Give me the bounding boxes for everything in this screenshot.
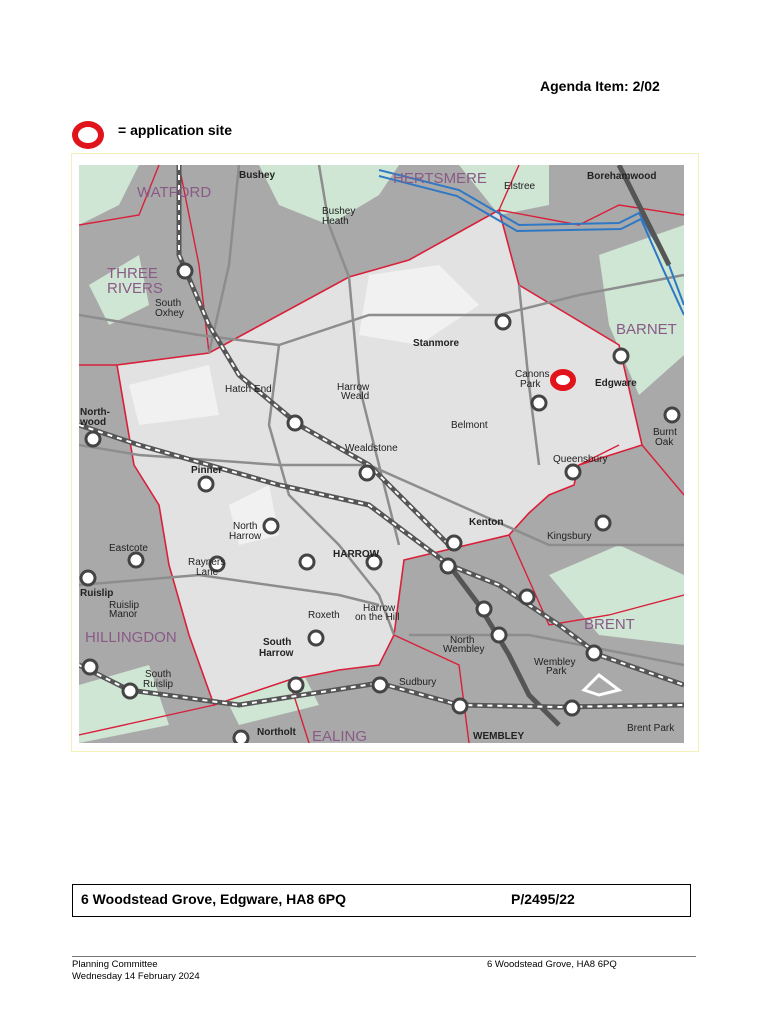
label-north-harrow-1: North [233, 521, 258, 532]
label-burnt-oak-2: Oak [655, 437, 674, 448]
label-three-rivers-line1: THREE [107, 265, 158, 282]
label-northwood-1: North- [80, 407, 110, 418]
label-south-oxhey-2: Oxhey [155, 308, 184, 319]
label-kingsbury: Kingsbury [547, 531, 592, 542]
label-bushey: Bushey [239, 170, 276, 181]
label-burnt-oak-1: Burnt [653, 427, 677, 438]
label-south-oxhey-1: South [155, 298, 182, 309]
label-brent: BRENT [584, 616, 635, 633]
label-wealdstone: Wealdstone [345, 443, 398, 454]
label-wembley-park-2: Park [546, 666, 567, 677]
label-pinner: Pinner [191, 465, 223, 476]
label-wembley-park-1: Wembley [534, 657, 576, 668]
label-south-harrow-1: South [263, 637, 292, 648]
label-watford: WATFORD [137, 184, 212, 201]
label-hertsmere: HERTSMERE [393, 170, 487, 187]
label-ealing: EALING [312, 728, 368, 743]
label-canons-park-1: Canons [515, 369, 550, 380]
footer-address: 6 Woodstead Grove, HA8 6PQ [487, 959, 617, 970]
label-brent-park: Brent Park [627, 723, 675, 734]
footer-divider [72, 956, 696, 957]
location-map [79, 165, 684, 743]
label-barnet: BARNET [616, 321, 677, 338]
label-south-harrow-2: Harrow [259, 648, 294, 659]
footer-committee: Planning Committee [72, 959, 158, 970]
label-rayners-lane-2: Lane [196, 567, 219, 578]
label-harrow-weald-1: Harrow [337, 382, 370, 393]
legend-label: = application site [118, 122, 232, 138]
label-queensbury: Queensbury [553, 454, 608, 465]
label-stanmore: Stanmore [413, 338, 460, 349]
agenda-item: Agenda Item: 2/02 [540, 78, 660, 94]
application-site-legend-icon [72, 121, 104, 149]
label-north-wembley-2: Wembley [443, 644, 485, 655]
label-wembley: WEMBLEY [473, 731, 525, 742]
label-elstree: Elstree [504, 181, 536, 192]
label-borehamwood: Borehamwood [587, 171, 657, 182]
label-north-harrow-2: Harrow [229, 531, 262, 542]
label-north-wembley-1: North [450, 635, 475, 646]
label-ruislip: Ruislip [80, 588, 114, 599]
application-reference: P/2495/22 [511, 891, 575, 907]
label-ruislip-manor-2: Manor [109, 609, 138, 620]
label-harrow: HARROW [333, 549, 380, 560]
label-hatch-end: Hatch End [225, 384, 272, 395]
application-site-marker [553, 372, 573, 388]
label-bushey-heath-2: Heath [322, 216, 349, 227]
site-details-box [72, 884, 691, 917]
label-south-ruislip-2: Ruislip [143, 679, 174, 690]
footer-date: Wednesday 14 February 2024 [72, 971, 200, 982]
label-south-ruislip-1: South [145, 669, 172, 680]
label-sudbury: Sudbury [399, 677, 437, 688]
label-rayners-lane-1: Rayners [188, 557, 226, 568]
label-northwood-2: wood [80, 417, 107, 428]
label-three-rivers-line2: RIVERS [107, 280, 163, 297]
label-canons-park-2: Park [520, 379, 541, 390]
label-belmont: Belmont [451, 420, 488, 431]
label-roxeth: Roxeth [308, 610, 340, 621]
label-edgware: Edgware [595, 378, 637, 389]
label-hillingdon: HILLINGDON [85, 629, 177, 646]
site-address: 6 Woodstead Grove, Edgware, HA8 6PQ [81, 891, 347, 907]
label-eastcote: Eastcote [109, 543, 148, 554]
label-harrow-on-the-hill-1: Harrow [363, 603, 396, 614]
label-ruislip-manor-1: Ruislip [109, 600, 140, 611]
footer-left [72, 959, 200, 983]
label-harrow-weald-2: Weald [341, 391, 370, 402]
label-bushey-heath-1: Bushey [322, 206, 356, 217]
label-harrow-on-the-hill-2: on the Hill [355, 612, 400, 623]
label-northolt: Northolt [257, 727, 296, 738]
label-kenton: Kenton [469, 517, 504, 528]
